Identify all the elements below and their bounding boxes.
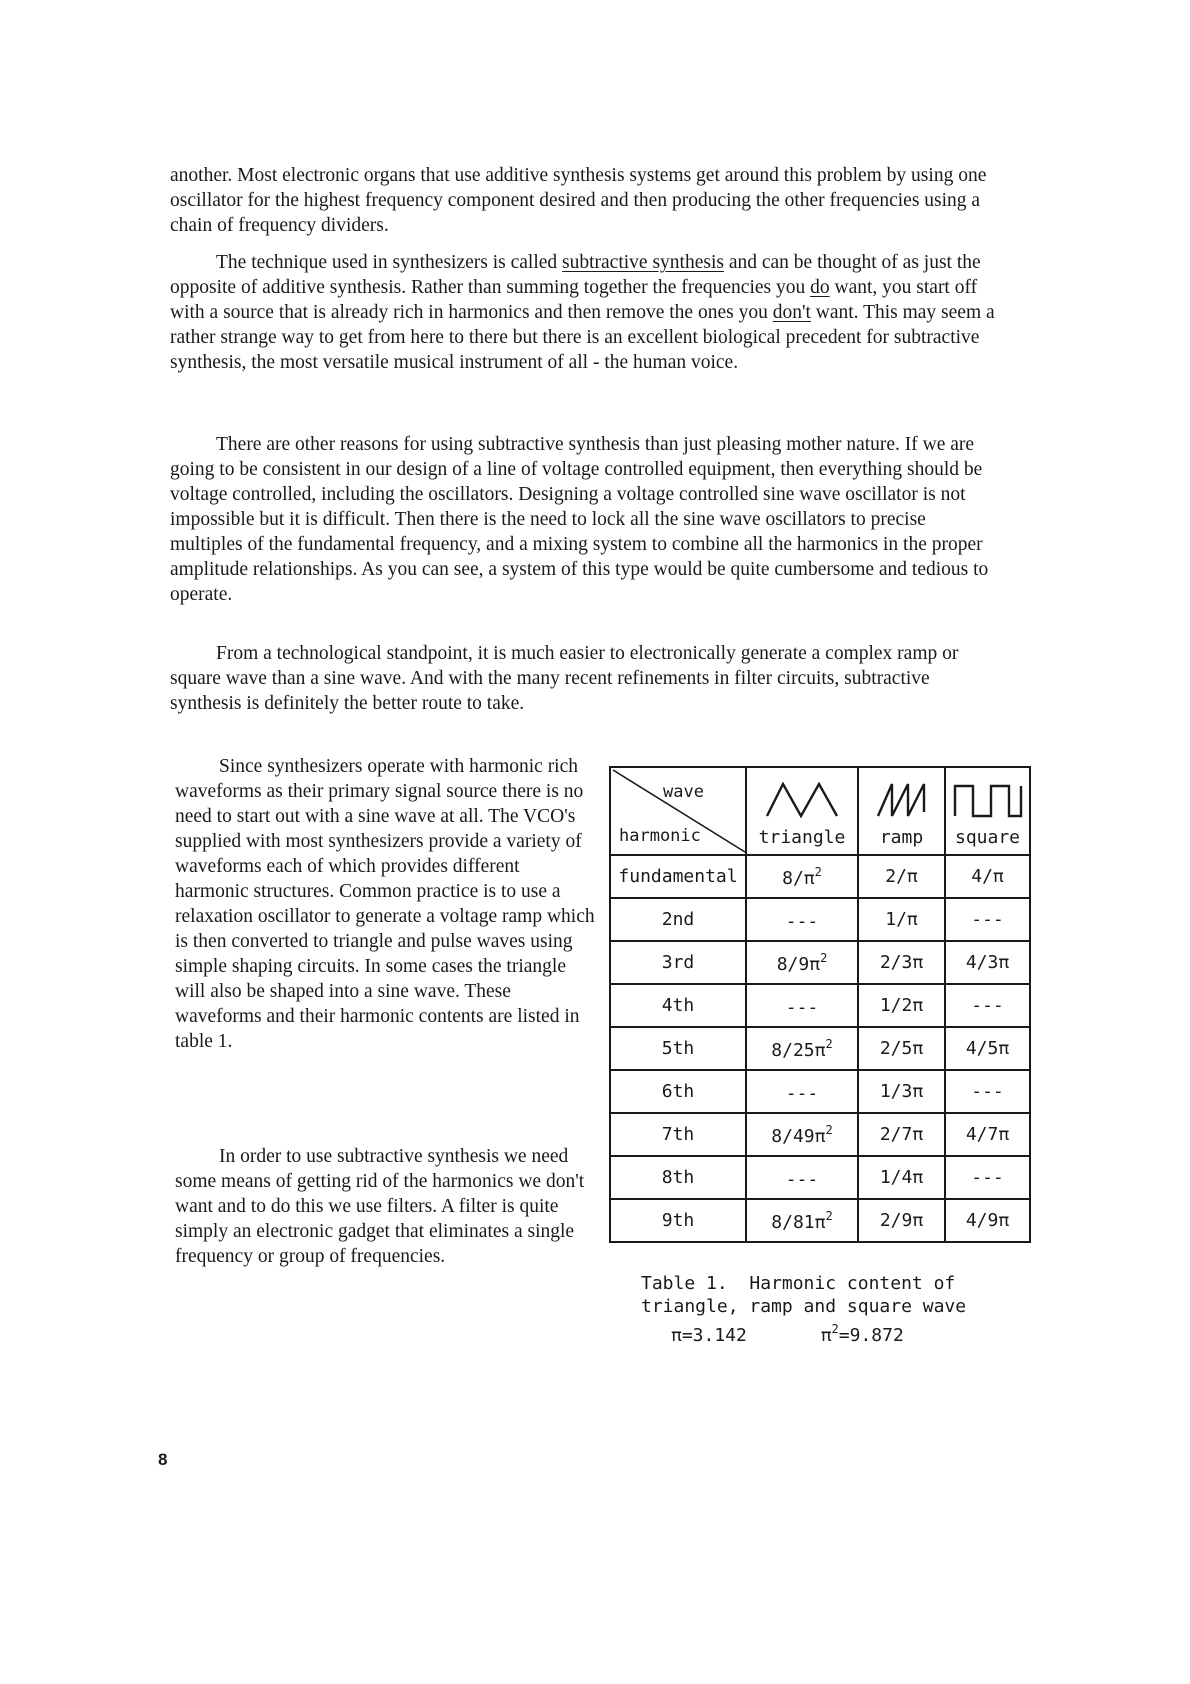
exponent: 2 — [825, 1122, 833, 1137]
triangle-wave-icon — [765, 782, 839, 818]
harmonic-cell: 7th — [610, 1113, 746, 1156]
triangle-cell — [746, 1070, 858, 1113]
square-cell: --- — [945, 898, 1030, 941]
corner-label-wave: wave — [663, 782, 704, 802]
triangle-cell — [746, 984, 858, 1027]
corner-label-harmonic: harmonic — [619, 826, 701, 846]
harmonic-cell: 9th — [610, 1199, 746, 1242]
harmonic-cell: 8th — [610, 1156, 746, 1199]
table-caption — [641, 1272, 966, 1347]
harmonic-cell: fundamental — [610, 855, 746, 898]
harmonic-cell: 2nd — [610, 898, 746, 941]
table-row — [610, 984, 1030, 1027]
square-cell: --- — [945, 984, 1030, 1027]
caption-line-2: triangle, ramp and square wave — [641, 1296, 967, 1317]
underlined-word-do: do — [810, 277, 830, 298]
table-header-row — [610, 767, 1030, 855]
ramp-cell: 2/3π — [858, 941, 945, 984]
square-cell: 4/5π — [945, 1027, 1030, 1070]
triangle-value: --- — [785, 996, 819, 1018]
column-label-triangle: triangle — [758, 827, 846, 848]
table-row — [610, 941, 1030, 984]
paragraph-technological-standpoint: From a technological standpoint, it is much easier to electronically generate a complex ramp or square wave than a sine wave. And with the many recent refinements in filter circuits, subtractive synthesis is definitely the better route to take. — [170, 643, 959, 714]
paragraph-text: want. This may seem a rather strange way to get from here to there but there is an excellent biological precedent for subtractive synthesis, the most versatile musical instrument of all - the human voice. — [170, 302, 995, 373]
ramp-wave-icon — [876, 782, 928, 818]
square-cell: 4/3π — [945, 941, 1030, 984]
paragraph-subtractive-synthesis — [170, 250, 1000, 375]
paragraph-harmonic-rich-waveforms: Since synthesizers operate with harmonic rich waveforms as their primary signal source there is no need to start out with a sine wave at all. The VCO's supplied with most synthesizers provide a variety of waveforms each of which provides different harmonic structures. Common practice is to use a relaxation oscillator to generate a voltage ramp which is then converted to triangle and pulse waves using simple shaping circuits. In some cases the triangle will also be shaped into a sine wave. These waveforms and their harmonic contents are listed in table 1. — [175, 756, 595, 1052]
table-row — [610, 1113, 1030, 1156]
table-row — [610, 855, 1030, 898]
ramp-cell: 2/9π — [858, 1199, 945, 1242]
underlined-word-dont: don't — [772, 302, 811, 323]
table-row — [610, 1070, 1030, 1113]
harmonic-cell: 6th — [610, 1070, 746, 1113]
triangle-cell — [746, 1156, 858, 1199]
triangle-value: 8/81π — [771, 1211, 826, 1233]
square-cell: 4/7π — [945, 1113, 1030, 1156]
triangle-value: --- — [785, 910, 819, 932]
ramp-cell: 1/π — [858, 898, 945, 941]
caption-constants — [641, 1318, 966, 1347]
harmonic-content-table — [609, 766, 1031, 1243]
square-cell: --- — [945, 1070, 1030, 1113]
exponent: 2 — [814, 864, 822, 879]
ramp-cell: 2/π — [858, 855, 945, 898]
triangle-cell — [746, 1199, 858, 1242]
column-label-square: square — [954, 827, 1021, 848]
harmonic-cell: 4th — [610, 984, 746, 1027]
table-row — [610, 898, 1030, 941]
triangle-cell — [746, 855, 858, 898]
ramp-cell: 1/4π — [858, 1156, 945, 1199]
paragraph-filters: In order to use subtractive synthesis we need some means of getting rid of the harmonics we don't want and to do this we use filters. A filter is quite simply an electronic gadget that eliminates a single frequency or group of frequencies. — [175, 1146, 585, 1267]
paragraph-text: The technique used in synthesizers is called — [216, 252, 563, 273]
column-header-triangle — [746, 767, 858, 855]
table-corner-cell — [610, 767, 746, 855]
triangle-value: 8/9π — [776, 953, 821, 975]
exponent: 2 — [825, 1036, 833, 1051]
pi-squared-symbol: π — [820, 1325, 832, 1346]
square-cell: 4/9π — [945, 1199, 1030, 1242]
triangle-value: 8/25π — [771, 1039, 826, 1061]
ramp-cell: 1/3π — [858, 1070, 945, 1113]
paragraph-other-reasons: There are other reasons for using subtractive synthesis than just pleasing mother nature. If we are going to be consistent in our design of a line of voltage controlled equipment, then everything should be voltage controlled, including the oscillators. Designing a voltage controlled sine wave oscillator is not impossible but it is difficult. Then there is the need to lock all the sine wave oscillators to precise multiples of the fundamental frequency, and a mixing system to combine all the harmonics in the proper amplitude relationships. As you can see, a system of this type would be quite cumbersome and tedious to operate. — [170, 434, 989, 605]
ramp-cell: 1/2π — [858, 984, 945, 1027]
triangle-value: 8/49π — [771, 1125, 826, 1147]
column-header-ramp — [858, 767, 945, 855]
column-header-square — [945, 767, 1030, 855]
pi-value: π=3.142 — [671, 1325, 747, 1346]
ramp-cell: 2/5π — [858, 1027, 945, 1070]
underlined-term-subtractive-synthesis: subtractive synthesis — [562, 252, 724, 273]
table-row — [610, 1156, 1030, 1199]
table-row — [610, 1027, 1030, 1070]
paragraph-text: want, you start off with a source that is already rich in harmonics and then remove the ones you — [170, 277, 978, 323]
page-number: 8 — [158, 1450, 168, 1469]
triangle-cell — [746, 1113, 858, 1156]
table-row — [610, 1199, 1030, 1242]
paragraph-continued: another. Most electronic organs that use additive synthesis systems get around this problem by using one oscillator for the highest frequency component desired and then producing the other frequencies using a chain of frequency dividers. — [170, 165, 987, 236]
exponent: 2 — [820, 950, 828, 965]
triangle-cell — [746, 1027, 858, 1070]
triangle-value: --- — [785, 1168, 819, 1190]
square-cell: --- — [945, 1156, 1030, 1199]
square-cell: 4/π — [945, 855, 1030, 898]
pi-squared-value: =9.872 — [838, 1325, 904, 1346]
harmonic-cell: 5th — [610, 1027, 746, 1070]
square-wave-icon — [953, 782, 1023, 818]
harmonic-cell: 3rd — [610, 941, 746, 984]
column-label-ramp: ramp — [879, 827, 924, 848]
ramp-cell: 2/7π — [858, 1113, 945, 1156]
paragraph-text: and can be thought of as just the opposite of additive synthesis. Rather than summing together the frequencies you — [170, 252, 981, 298]
exponent: 2 — [825, 1208, 833, 1223]
pi-squared-exponent: 2 — [831, 1322, 839, 1336]
triangle-value: --- — [785, 1082, 819, 1104]
triangle-value: 8/π — [782, 867, 815, 889]
triangle-cell — [746, 898, 858, 941]
caption-line-1: Table 1. Harmonic content of — [641, 1273, 956, 1294]
triangle-cell — [746, 941, 858, 984]
